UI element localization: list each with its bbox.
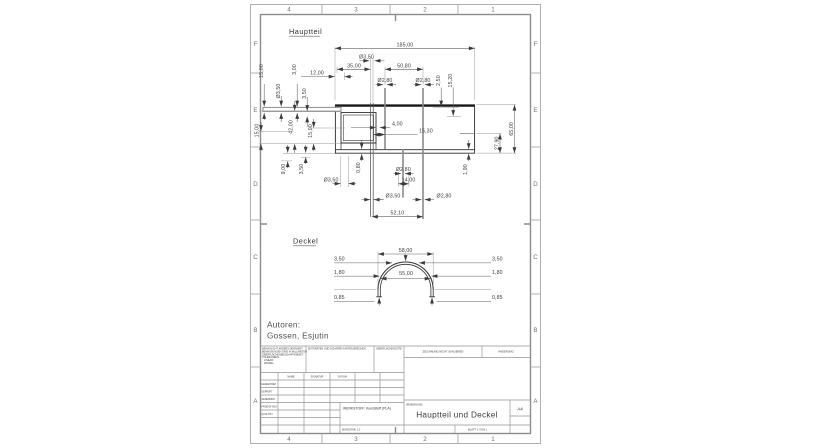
dim-label: 15,00: [254, 123, 261, 138]
paper-format: A4: [517, 406, 523, 412]
dim-label: 0,85: [492, 295, 503, 302]
dim-label: Ø3,50: [276, 83, 282, 99]
dim-label: 4,00: [392, 121, 403, 128]
sheet-count-label: BLATT 1 VON 1: [468, 428, 488, 432]
dim-label: 65,00: [508, 122, 515, 136]
dim-label: 2,50: [436, 75, 442, 86]
dim-label: 15,00: [259, 64, 265, 78]
deckel-view: [293, 237, 503, 306]
row-label: PRODUKTION: [261, 406, 277, 409]
view-title-hauptteil: Hauptteil: [289, 27, 323, 36]
hauptteil-view: [254, 27, 516, 219]
zone-label: B: [253, 327, 258, 334]
dim-label: 42,00: [288, 120, 295, 134]
note-line: OBERFLÄCHENBESCHAFFENHEIT:: [262, 353, 304, 357]
dim-label: Ø2,80: [415, 78, 431, 85]
col-header-datum: DATUM: [338, 375, 347, 379]
zone-label: A: [533, 398, 538, 405]
dim-label: 55,00: [399, 270, 413, 277]
note-line: WENN NICHT ANDERS DEFINIERT:: [262, 347, 304, 351]
zone-label: 2: [423, 6, 427, 14]
dim-label: 15,30: [419, 128, 433, 135]
note-line: TOLERANZEN:: [262, 356, 280, 360]
dim-label: 185,00: [396, 42, 414, 49]
zone-label: 1: [491, 436, 495, 443]
zone-label: 3: [354, 6, 358, 14]
general-tolerance-note: [262, 348, 307, 366]
title-block: [261, 346, 531, 434]
dim-label: 3,50: [299, 163, 305, 175]
zone-label: C: [253, 254, 258, 261]
dim-label: 3,50: [492, 256, 503, 263]
deburr-note: ENTGRATEN UND SCHARFE KANTEN BRECHEN: [308, 347, 366, 351]
zone-label: D: [533, 181, 538, 188]
dim-label: 58,00: [398, 248, 413, 254]
dim-label: 0,85: [334, 295, 345, 302]
dim-label: 0,80: [355, 162, 362, 173]
zone-label: D: [253, 181, 258, 188]
dim-label: Ø2,80: [436, 193, 452, 200]
dim-label: 50,80: [397, 63, 411, 70]
dim-label: 3,00: [292, 64, 298, 75]
dim-label: 1,80: [492, 269, 503, 276]
deckel-dimensions: [334, 248, 503, 306]
dim-label: Ø2,80: [377, 78, 393, 85]
note-line: WINKEL:: [264, 362, 275, 365]
dim-label: 1,80: [334, 269, 345, 276]
note-line: BEMASSUNGEN SIND IN MILLIMETER: [262, 350, 308, 354]
dim-label: 9,00: [280, 163, 287, 175]
revision-label: ÄNDERUNG: [498, 350, 514, 354]
dim-label: 15,00: [307, 124, 314, 138]
dim-label: 15,20: [448, 73, 454, 88]
zone-label: F: [533, 41, 538, 48]
scale-label: MASSSTAB: 1:2: [342, 428, 361, 432]
dim-label: Ø3,50: [359, 54, 374, 61]
dim-label: 12,00: [310, 70, 324, 77]
zone-label: A: [253, 398, 258, 405]
dim-label: 27,90: [494, 136, 501, 151]
dim-label: 35,00: [347, 63, 361, 70]
row-label: GEZEICHNET: [261, 384, 277, 387]
dim-label: 14,00: [401, 177, 416, 184]
dim-label: 1,90: [462, 164, 469, 175]
do-not-scale-note: ZEICHNUNG NICHT SKALIEREN: [422, 350, 464, 354]
authors-label: Autoren:: [267, 320, 301, 330]
dim-label: Ø2,80: [395, 167, 411, 174]
zone-label: C: [533, 254, 538, 261]
row-label: GENEHMIGT: [261, 399, 276, 402]
col-header-signatur: SIGNATUR: [310, 375, 324, 379]
zone-label: B: [533, 327, 538, 334]
col-header-name: NAME: [287, 375, 295, 379]
dim-label: Ø3,50: [385, 193, 401, 200]
zone-label: 4: [287, 6, 291, 14]
material-label: WERKSTOFF: Kunststoff (PLA): [343, 406, 391, 411]
zone-label: 1: [491, 6, 495, 14]
dim-label: Ø3,50: [323, 177, 339, 184]
benennung-label: BENENNUNG:: [406, 403, 424, 407]
zone-label: E: [253, 107, 258, 114]
zone-label: 3: [354, 436, 358, 443]
row-label: QUALITÄT: [261, 414, 273, 417]
drawing-title: Hauptteil und Deckel: [416, 410, 498, 420]
zone-label: 2: [423, 436, 427, 443]
dim-label: 3,50: [334, 256, 345, 263]
dim-label: 52,10: [390, 210, 405, 217]
zone-label: 4: [287, 436, 291, 443]
view-title-deckel: Deckel: [293, 236, 319, 246]
surface-note: OBERFLÄCHENGÜTE:: [376, 347, 403, 351]
authors-note: [267, 321, 329, 341]
zone-label: E: [533, 107, 538, 114]
row-label: GEPRÜFT: [261, 391, 273, 394]
note-line: LINEAR:: [264, 359, 274, 363]
authors-names: Gossen, Esjutin: [267, 331, 329, 341]
zone-label: F: [253, 41, 258, 48]
dim-label: 3,50: [302, 88, 308, 99]
